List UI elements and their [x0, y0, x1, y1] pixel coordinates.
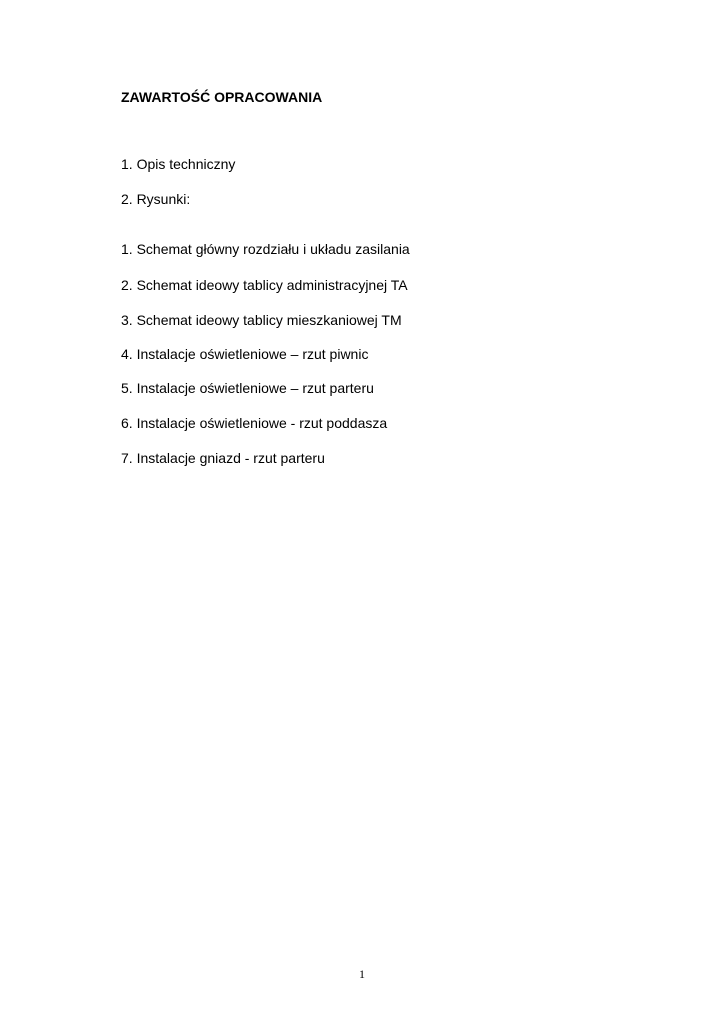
- section-item-drawings: 2. Rysunki:: [121, 191, 191, 207]
- page-number: 1: [359, 967, 365, 981]
- drawing-item-4: 4. Instalacje oświetleniowe – rzut piwnic: [121, 346, 369, 362]
- drawing-item-6: 6. Instalacje oświetleniowe - rzut poddasza: [121, 415, 388, 431]
- drawing-item-5: 5. Instalacje oświetleniowe – rzut parteru: [121, 380, 374, 396]
- drawing-item-3: 3. Schemat ideowy tablicy mieszkaniowej TM: [121, 312, 402, 328]
- drawing-item-1: 1. Schemat główny rozdziału i układu zasilania: [121, 241, 410, 257]
- drawing-item-7: 7. Instalacje gniazd - rzut parteru: [121, 450, 325, 466]
- document-title: ZAWARTOŚĆ OPRACOWANIA: [121, 89, 323, 105]
- section-item-technical-description: 1. Opis techniczny: [121, 156, 236, 172]
- drawing-item-2: 2. Schemat ideowy tablicy administracyjnej TA: [121, 277, 408, 293]
